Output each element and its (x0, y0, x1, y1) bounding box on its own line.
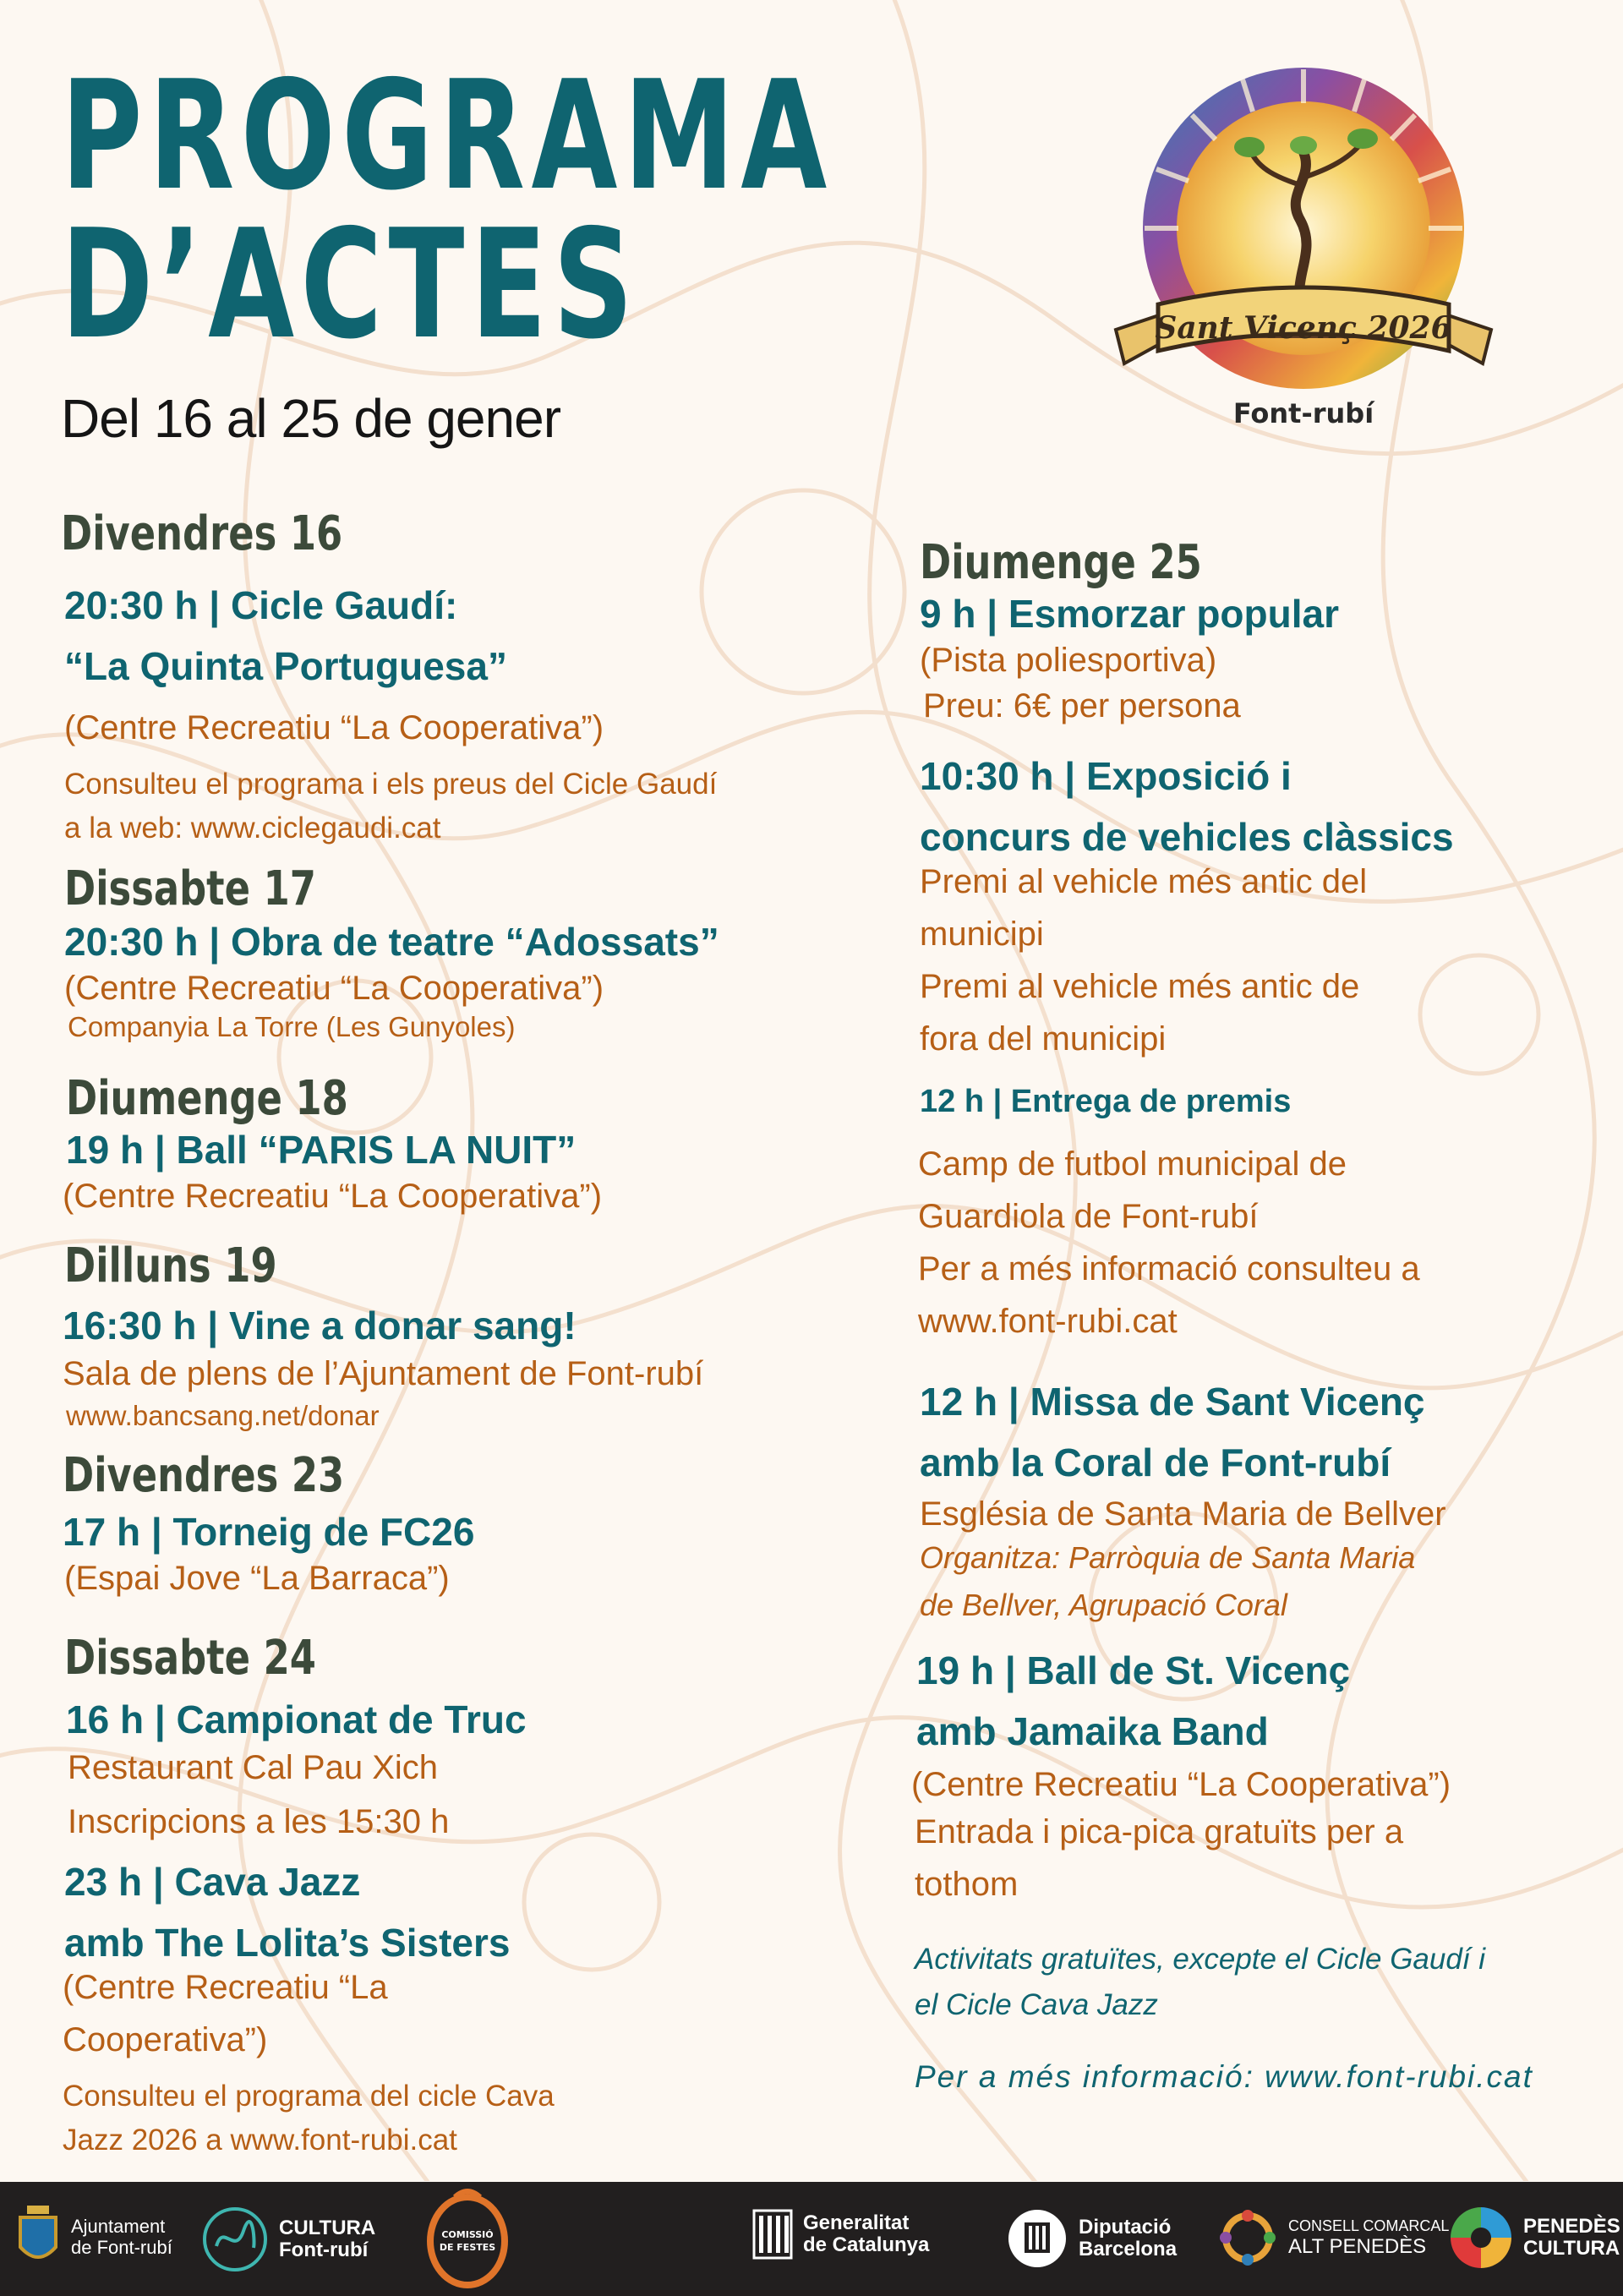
diputacio-logo (1006, 2207, 1177, 2270)
generalitat-line2: de Catalunya (803, 2233, 930, 2256)
event-note: Inscripcions a les 15:30 h (68, 1803, 450, 1840)
ajuntament-line1: Ajuntament (71, 2215, 166, 2237)
day-heading: Diumenge 25 (920, 535, 1202, 590)
event-location: Cooperativa”) (63, 2021, 268, 2058)
consell-ring-icon (1217, 2207, 1278, 2268)
event-title: amb Jamaika Band (916, 1709, 1269, 1753)
event-note: Premi al vehicle més antic de (920, 968, 1360, 1005)
event-title: 12 h | Entrega de premis (920, 1084, 1292, 1119)
penedes-line2: CULTURA (1523, 2237, 1620, 2260)
penedes-color-icon (1449, 2206, 1513, 2270)
consell-comarcal-logo (1217, 2207, 1449, 2268)
day-heading: Divendres 16 (61, 506, 343, 561)
ajuntament-line2: de Font-rubí (71, 2237, 172, 2258)
free-activities-note: Activitats gratuïtes, excepte el Cicle Gaudí i (915, 1943, 1486, 1976)
logo-place-text: Font-rubí (1232, 397, 1374, 429)
consell-line1: CONSELL COMARCAL (1288, 2217, 1450, 2234)
ajuntament-logo (15, 2204, 172, 2270)
event-title: 9 h | Esmorzar popular (920, 592, 1339, 636)
event-title: 17 h | Torneig de FC26 (63, 1510, 475, 1554)
event-title: “La Quinta Portuguesa” (64, 644, 507, 688)
day-heading: Dissabte 17 (64, 861, 316, 916)
event-note: tothom (915, 1866, 1019, 1903)
sant-vicenc-logo (1107, 59, 1505, 440)
penedes-line1: PENEDÈS (1523, 2214, 1620, 2238)
event-location: (Pista poliesportiva) (920, 642, 1217, 679)
logo-banner-text: Sant Vicenç 2026 (1155, 310, 1452, 346)
generalitat-logo (752, 2209, 929, 2260)
event-location: (Centre Recreatiu “La Cooperativa”) (64, 709, 604, 746)
event-location: Església de Santa Maria de Bellver (920, 1495, 1446, 1533)
event-note: a la web: www.ciclegaudi.cat (64, 812, 441, 845)
cultura-logo (201, 2206, 375, 2273)
event-note: Companyia La Torre (Les Gunyoles) (68, 1011, 516, 1042)
event-location: (Centre Recreatiu “La (63, 1969, 388, 2006)
comissio-festes-logo (421, 2189, 514, 2290)
event-location: (Centre Recreatiu “La Cooperativa”) (64, 970, 604, 1007)
event-title: amb The Lolita’s Sisters (64, 1921, 511, 1965)
event-title: 19 h | Ball de St. Vicenç (916, 1648, 1351, 1692)
event-organizer: de Bellver, Agrupació Coral (920, 1588, 1287, 1622)
event-note: fora del municipi (920, 1020, 1167, 1058)
event-note: Entrada i pica-pica gratuïts per a (915, 1813, 1404, 1850)
free-activities-note: el Cicle Cava Jazz (915, 1988, 1158, 2021)
page-title-line2: D’ACTES (61, 197, 640, 372)
event-location: (Centre Recreatiu “La Cooperativa”) (911, 1766, 1451, 1803)
event-title: 10:30 h | Exposició i (920, 754, 1292, 798)
sponsor-footer (0, 2182, 1623, 2296)
event-title: 23 h | Cava Jazz (64, 1860, 361, 1904)
event-link: www.bancsang.net/donar (66, 1400, 380, 1431)
event-note: Consulteu el programa del cicle Cava (63, 2080, 555, 2113)
event-title: 16 h | Campionat de Truc (66, 1697, 527, 1741)
event-note: Jazz 2026 a www.font-rubi.cat (63, 2124, 457, 2157)
svg-text:DE FESTES: DE FESTES (439, 2242, 496, 2253)
event-title: 16:30 h | Vine a donar sang! (63, 1304, 577, 1348)
svg-text:COMISSIÓ: COMISSIÓ (441, 2229, 494, 2240)
event-link: www.font-rubi.cat (918, 1303, 1178, 1340)
event-location: Camp de futbol municipal de (918, 1145, 1347, 1183)
event-title: 12 h | Missa de Sant Vicenç (920, 1380, 1425, 1424)
event-note: municipi (920, 916, 1044, 953)
day-heading: Dilluns 19 (64, 1238, 277, 1293)
event-note: Consulteu el programa i els preus del Cicle Gaudí (64, 768, 718, 801)
event-title: 20:30 h | Obra de teatre “Adossats” (64, 920, 719, 964)
cultura-line1: CULTURA (279, 2216, 376, 2239)
event-title: 20:30 h | Cicle Gaudí: (64, 583, 458, 627)
diputacio-line1: Diputació (1079, 2215, 1172, 2239)
event-location: (Espai Jove “La Barraca”) (64, 1560, 450, 1597)
event-location: Sala de plens de l’Ajuntament de Font-rubí (63, 1355, 704, 1392)
event-note: Per a més informació consulteu a (918, 1250, 1420, 1287)
diputacio-line2: Barcelona (1079, 2238, 1178, 2260)
event-location: Guardiola de Font-rubí (918, 1198, 1259, 1235)
day-heading: Dissabte 24 (64, 1631, 316, 1686)
cultura-line2: Font-rubí (279, 2239, 369, 2261)
event-price: Preu: 6€ per persona (923, 687, 1241, 724)
day-heading: Diumenge 18 (66, 1071, 348, 1126)
event-title: 19 h | Ball “PARIS LA NUIT” (66, 1128, 577, 1172)
date-range: Del 16 al 25 de gener (61, 388, 560, 449)
event-note: Premi al vehicle més antic del (920, 863, 1368, 900)
generalitat-line1: Generalitat (803, 2211, 910, 2234)
page-title-line1: PROGRAMA (61, 48, 833, 223)
more-info-link[interactable]: Per a més informació: www.font-rubi.cat (915, 2059, 1533, 2094)
coat-of-arms-icon (15, 2204, 61, 2270)
event-title: concurs de vehicles clàssics (920, 815, 1454, 859)
generalitat-emblem-icon (752, 2209, 793, 2260)
penedes-cultura-logo (1449, 2206, 1620, 2270)
day-heading: Divendres 23 (63, 1448, 345, 1503)
cultura-swirl-icon (201, 2206, 269, 2273)
consell-line2: ALT PENEDÈS (1288, 2234, 1427, 2258)
event-location: (Centre Recreatiu “La Cooperativa”) (63, 1178, 603, 1215)
diputacio-emblem-icon (1006, 2207, 1068, 2270)
event-location: Restaurant Cal Pau Xich (68, 1749, 439, 1786)
event-title: amb la Coral de Font-rubí (920, 1440, 1391, 1484)
event-organizer: Organitza: Parròquia de Santa Maria (920, 1540, 1416, 1575)
